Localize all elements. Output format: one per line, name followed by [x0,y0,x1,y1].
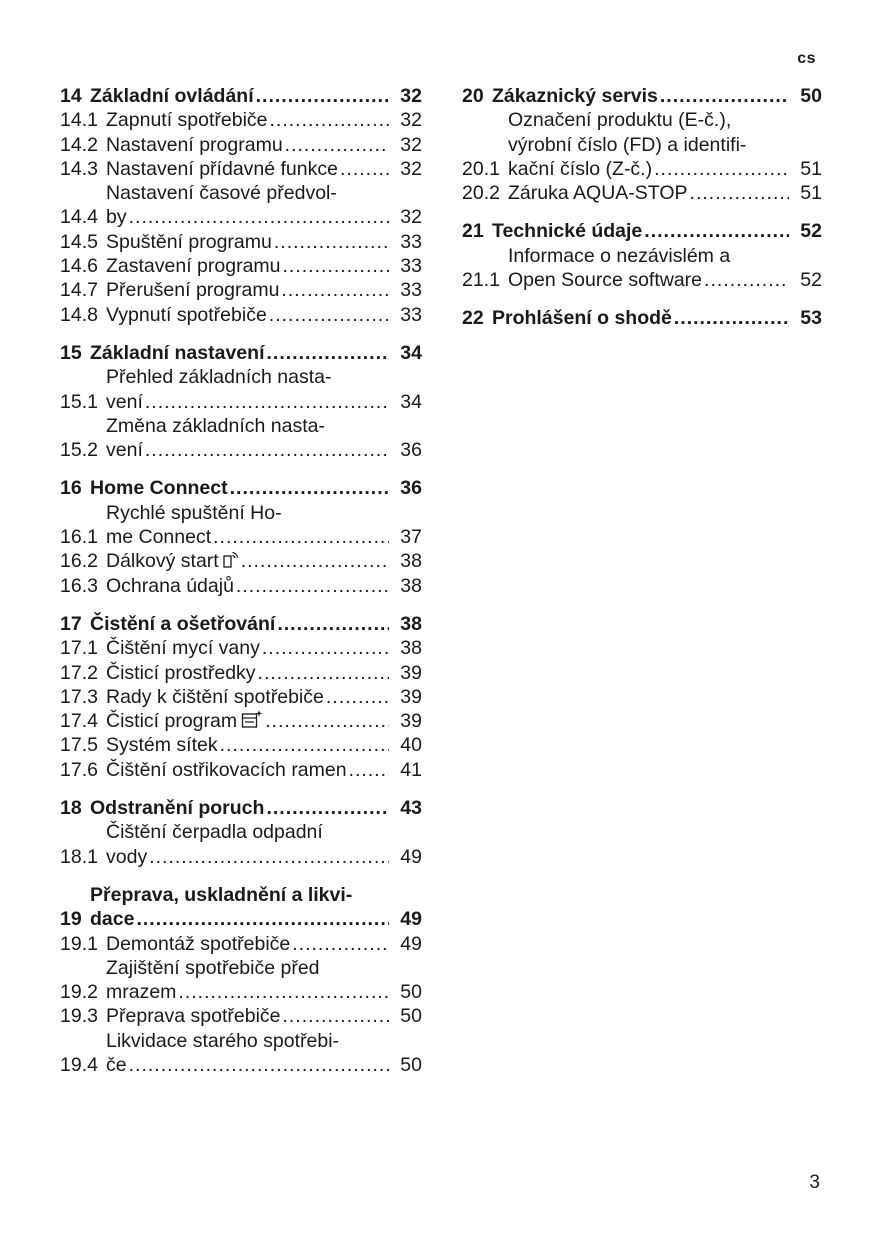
entry-number: 17.1 [60,637,98,660]
toc-entry[interactable] [462,244,822,293]
toc-entry[interactable] [60,365,422,414]
entry-number: 18.1 [60,845,98,868]
toc-section-heading[interactable] [60,341,422,365]
entry-number: 19.3 [60,1005,98,1028]
toc-section-heading[interactable] [462,84,822,108]
dot-leader [281,278,389,302]
entry-number: 15.1 [60,390,98,413]
dot-leader [654,157,789,181]
page-reference: 39 [400,710,422,733]
entry-title: výrobní číslo (FD) a identifi- [508,133,747,156]
toc-entry[interactable] [60,956,422,1005]
dot-leader [292,932,389,956]
entry-number: 17.4 [60,710,98,733]
page-reference: 40 [400,734,422,757]
page-reference: 33 [400,303,422,326]
toc-section-heading[interactable] [60,476,422,500]
entry-number: 14.3 [60,157,98,180]
entry-number: 17.5 [60,734,98,757]
toc-entry[interactable] [60,133,422,157]
entry-title: Informace o nezávislém a [508,244,731,267]
dot-leader [265,709,389,733]
page-reference: 32 [400,206,422,229]
section-title: Zákaznický servis [492,85,658,107]
page-reference: 37 [400,526,422,549]
entry-number: 20.1 [462,157,500,180]
toc-entry[interactable] [60,820,422,869]
page-reference: 50 [400,981,422,1004]
section-number: 20 [462,85,484,107]
entry-title: Přerušení programu [106,279,280,302]
section-number: 14 [60,85,82,107]
toc-section-heading[interactable] [462,219,822,243]
page-reference: 32 [400,157,422,180]
dot-leader [704,268,789,292]
entry-title: Přeprava spotřebiče [106,1005,281,1028]
page-reference: 33 [400,279,422,302]
entry-title: Čištění ostřikovacích ramen [106,758,347,781]
toc-entry[interactable] [60,181,422,230]
entry-title: Změna základních nasta- [106,414,325,437]
language-code: cs [797,50,816,67]
entry-title: Nastavení časové předvol- [106,182,337,205]
page-reference: 52 [800,220,822,243]
dot-leader [145,438,389,462]
page-reference: 33 [400,230,422,253]
section-title: Home Connect [90,477,228,500]
section-title: dace [90,908,135,931]
entry-title: Zapnutí spotřebiče [106,109,268,132]
dot-leader [283,1004,389,1028]
entry-title: me Connect [106,526,212,549]
toc-section-heading[interactable] [60,883,422,932]
dot-leader [674,306,789,330]
dot-leader [270,108,389,132]
entry-number: 14.1 [60,109,98,132]
section-title: Prohlášení o shodě [492,307,672,330]
toc-column-right [462,84,822,345]
entry-number: 17.6 [60,758,98,781]
toc-entry[interactable] [60,685,422,709]
page-reference: 39 [400,685,422,708]
entry-number: 15.2 [60,439,98,462]
dot-leader [326,685,389,709]
dot-leader [145,390,389,414]
entry-title: Ochrana údajů [106,574,234,597]
entry-number: 19.4 [60,1053,98,1076]
toc-entry[interactable] [60,661,422,685]
page-reference: 51 [800,182,822,205]
entry-title: Záruka AQUA-STOP [508,182,688,205]
toc-entry[interactable] [60,108,422,132]
dot-leader [136,907,389,931]
page-reference: 39 [400,661,422,684]
toc-section [462,306,822,330]
entry-title: Čištění mycí vany [106,637,260,660]
page-reference: 36 [400,477,422,500]
page-reference: 33 [400,255,422,278]
toc-section [60,476,422,597]
machine-care-icon [237,709,263,733]
page-reference: 43 [400,797,422,820]
dot-leader [129,205,389,229]
toc-section [60,612,422,782]
entry-title: by [106,206,127,229]
section-number: 17 [60,612,82,635]
toc-section [60,796,422,869]
toc-entry[interactable] [60,1029,422,1078]
entry-number: 20.2 [462,182,500,205]
section-title: Základní ovládání [90,85,254,107]
entry-title: Open Source software [508,269,703,292]
entry-title: vody [106,845,148,868]
toc-section-heading[interactable] [60,796,422,820]
toc-entry[interactable] [60,932,422,956]
page-reference: 49 [400,908,422,931]
page-reference: 38 [400,637,422,660]
toc-section [462,84,822,205]
entry-title: Zastavení programu [106,255,281,278]
toc-column-left [60,84,422,1091]
toc-entry[interactable] [60,303,422,327]
entry-number: 14.4 [60,206,98,229]
toc-entry[interactable] [60,709,422,733]
entry-number: 16.1 [60,526,98,549]
dot-leader [241,549,389,573]
toc-entry[interactable] [60,1004,422,1028]
section-title: Základní nastavení [90,341,265,364]
page-reference: 32 [400,133,422,156]
toc-entry[interactable] [60,414,422,463]
page-reference: 32 [400,109,422,132]
entry-title: Nastavení programu [106,133,283,156]
page-reference: 38 [400,574,422,597]
remote-start-icon [219,549,239,573]
toc-section-heading[interactable] [60,84,422,108]
page-reference: 50 [400,1053,422,1076]
dot-leader [660,84,789,108]
page-reference: 49 [400,845,422,868]
entry-title: Likvidace starého spotřebi- [106,1029,340,1052]
dot-leader [220,733,389,757]
dot-leader [277,612,389,636]
dot-leader [269,303,389,327]
entry-title: Zajištění spotřebiče před [106,956,320,979]
section-number: 19 [60,908,82,931]
toc-entry[interactable] [462,181,822,205]
dot-leader [230,476,389,500]
dot-leader [283,254,389,278]
dot-leader [236,574,389,598]
toc-entry[interactable] [60,278,422,302]
section-title: Přeprava, uskladnění a likvi- [90,883,353,906]
dot-leader [149,845,389,869]
toc-entry[interactable] [60,733,422,757]
dot-leader [178,980,389,1004]
entry-number: 14.5 [60,230,98,253]
entry-title: Čisticí prostředky [106,661,256,684]
page-reference: 38 [400,550,422,573]
toc-entry[interactable] [60,157,422,181]
entry-title: če [106,1053,127,1076]
toc-entry[interactable] [60,758,422,782]
entry-number: 17.3 [60,685,98,708]
page-reference: 51 [800,157,822,180]
toc-entry[interactable] [60,230,422,254]
entry-number: 19.2 [60,981,98,1004]
dot-leader [258,661,389,685]
entry-title: Systém sítek [106,734,218,757]
entry-title: kační číslo (Z-č.) [508,157,653,180]
entry-title: Čisticí program [106,710,238,733]
page-reference: 36 [400,439,422,462]
page-reference: 34 [400,341,422,364]
entry-number: 14.2 [60,133,98,156]
dot-leader [349,758,389,782]
entry-title: Nastavení přídavné funkce [106,157,338,180]
entry-number: 17.2 [60,661,98,684]
entry-number: 21.1 [462,269,500,292]
dot-leader [129,1053,389,1077]
dot-leader [213,525,389,549]
toc-section [462,219,822,292]
entry-title: Spuštění programu [106,230,272,253]
section-number: 16 [60,477,82,500]
toc-entry[interactable] [60,501,422,550]
dot-leader [340,157,389,181]
toc-section [60,84,422,327]
page-reference: 38 [400,612,422,635]
entry-number: 16.3 [60,574,98,597]
section-title: Čistění a ošetřování [90,612,276,635]
entry-title: mrazem [106,981,177,1004]
toc-entry[interactable] [60,574,422,598]
entry-title: Označení produktu (E-č.), [508,109,732,132]
toc-section [60,341,422,462]
toc-section-heading[interactable] [60,612,422,636]
page-reference: 34 [400,390,422,413]
entry-number: 16.2 [60,550,98,573]
toc-section-heading[interactable] [462,306,822,330]
toc-entry[interactable] [60,549,422,573]
page-reference: 32 [400,85,422,107]
page-reference: 53 [800,307,822,330]
toc-entry[interactable] [60,254,422,278]
entry-number: 19.1 [60,932,98,955]
entry-number: 14.6 [60,255,98,278]
entry-number: 14.7 [60,279,98,302]
entry-title: vení [106,390,143,413]
dot-leader [285,133,389,157]
entry-title: Dálkový start [106,550,219,573]
toc-section [60,883,422,1077]
dot-leader [256,84,389,108]
section-number: 22 [462,307,484,330]
entry-title: Rady k čištění spotřebiče [106,685,324,708]
section-title: Technické údaje [492,220,643,243]
dot-leader [262,636,389,660]
dot-leader [266,796,389,820]
section-number: 18 [60,797,82,820]
entry-title: vení [106,439,143,462]
toc-entry[interactable] [60,636,422,660]
entry-title: Rychlé spuštění Ho- [106,501,282,524]
dot-leader [644,219,789,243]
page-reference: 50 [800,85,822,107]
dot-leader [274,230,389,254]
entry-title: Přehled základních nasta- [106,366,332,389]
section-title: Odstranění poruch [90,797,265,820]
entry-number: 14.8 [60,303,98,326]
page-number: 3 [809,1172,820,1193]
dot-leader [266,341,389,365]
section-number: 15 [60,341,82,364]
entry-title: Vypnutí spotřebiče [106,303,267,326]
page-reference: 52 [800,269,822,292]
page-reference: 49 [400,932,422,955]
dot-leader [690,181,789,205]
page-reference: 41 [400,758,422,781]
page-reference: 50 [400,1005,422,1028]
section-number: 21 [462,220,484,243]
entry-title: Čištění čerpadla odpadní [106,821,323,844]
toc-entry[interactable] [462,108,822,181]
entry-title: Demontáž spotřebiče [106,932,291,955]
